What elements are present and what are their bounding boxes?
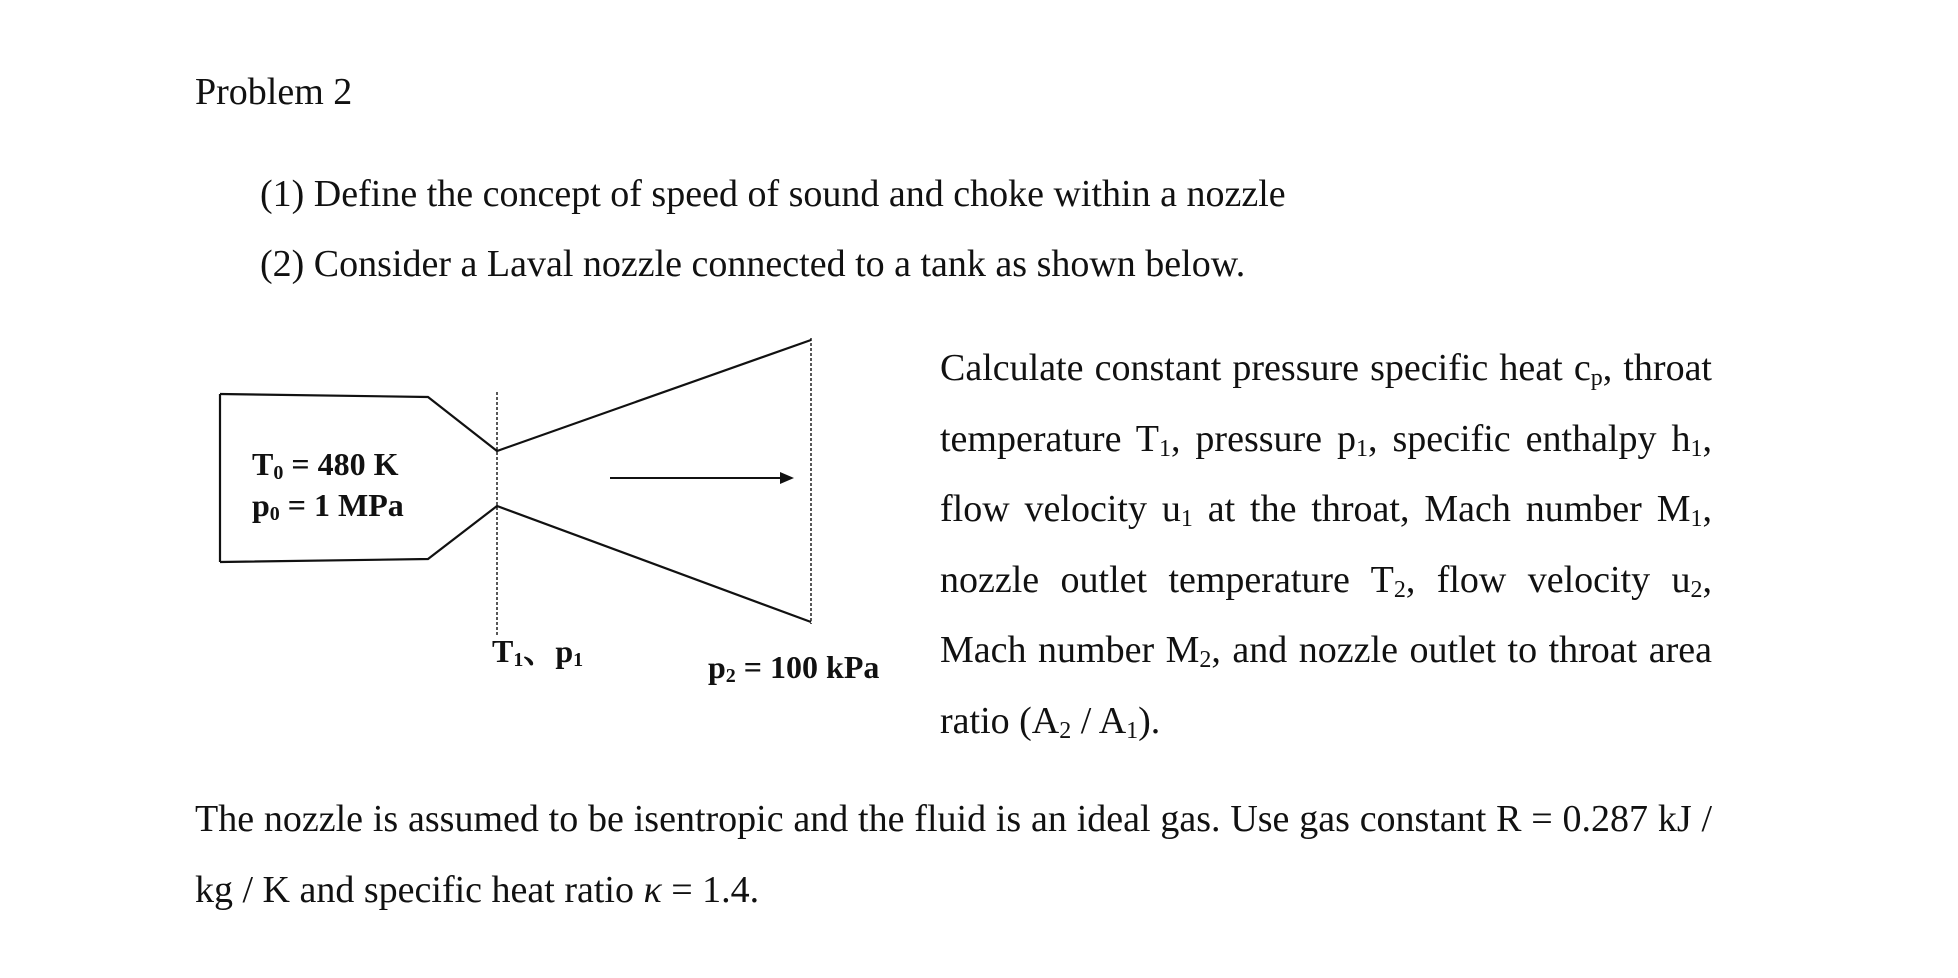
question-2: (2) Consider a Laval nozzle connected to a tank as shown below. [260,243,1246,285]
task-description: Calculate constant pressure specific heat $c_p$, throat temperature $T_1$, pressure $p_1$, specific enthalpy $h_1$, flow velocity $u_1$ at the throat, Mach number $M_1$, nozzle outlet temperature $T_2$, flow velocity $u_2$, Mach number $M_2$, and nozzle outlet to throat area ratio $(A_2 / A_1)$. [940,347,1713,744]
outlet-pressure-label: $p_2 = 100$ kPa [708,649,880,687]
tank-pressure-label: $p_0 = 1$ MPa [252,487,404,525]
assumptions-paragraph: The nozzle is assumed to be isentropic and the fluid is an ideal gas. Use gas constant R = 0.287 kJ / kg / K and specific heat ratio κ = 1.4. [195,798,1712,911]
flow-arrow-head [780,472,794,484]
tank-temperature-label: $T_0 = 480$ K [252,446,399,484]
throat-label: $T_1$、$p_1$ [492,633,584,671]
problem-title: Problem 2 [195,71,353,113]
kappa-symbol: κ [643,869,662,911]
laval-nozzle-diagram [200,330,920,700]
nozzle-upper-wall [220,340,811,451]
question-1: (1) Define the concept of speed of sound and choke within a nozzle [260,173,1286,215]
